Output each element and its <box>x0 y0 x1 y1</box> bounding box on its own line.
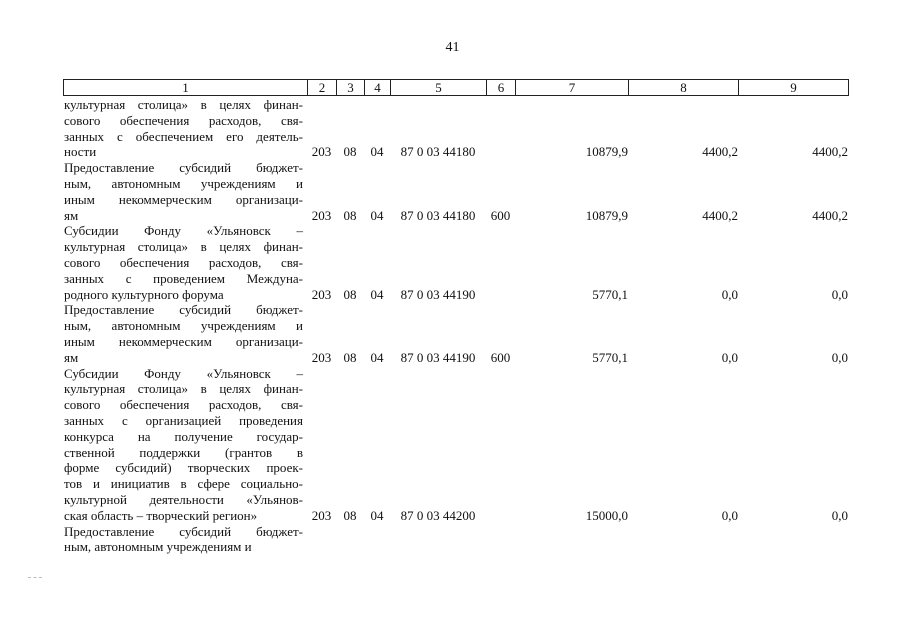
subsection-code <box>364 524 390 556</box>
table-row <box>63 97 848 160</box>
header-cell-5: 5 <box>391 80 487 96</box>
expense-type-code: 600 <box>490 349 511 365</box>
description-line: ным, автономным учреждениям и <box>64 539 252 555</box>
section-code <box>336 524 364 556</box>
admin-code: 203 <box>311 507 332 523</box>
description-line: иным некоммерческим организаци- <box>64 333 303 349</box>
subsection-code: 04 <box>370 507 384 523</box>
amount-col-7: 5770,1 <box>592 349 628 365</box>
table-row <box>63 160 848 223</box>
description-line: иным некоммерческим организаци- <box>64 191 303 207</box>
row-description <box>63 366 307 524</box>
subsection-code: 04 <box>370 286 384 302</box>
admin-code: 203 <box>311 144 332 160</box>
description-line: сового обеспечения расходов, свя- <box>64 397 303 413</box>
amount-col-7: 15000,0 <box>585 507 628 523</box>
subsection-code: 04 <box>370 144 384 160</box>
description-line: ям <box>64 207 79 223</box>
description-line: ственной поддержки (грантов в <box>64 444 303 460</box>
amount-col-7: 5770,1 <box>592 286 628 302</box>
target-article-code: 87 0 03 44190 <box>400 349 476 365</box>
description-line: конкурса на получение государ- <box>64 428 303 444</box>
description-line: Предоставление субсидий бюджет- <box>64 160 303 176</box>
description-line: сового обеспечения расходов, свя- <box>64 254 303 270</box>
description-line: культурная столица» в целях финан- <box>64 239 303 255</box>
page-number: 41 <box>445 40 460 55</box>
header-cell-8: 8 <box>629 80 739 96</box>
column-header-row <box>64 80 849 96</box>
subsection-code: 04 <box>370 349 384 365</box>
description-line: Субсидии Фонду «Ульяновск – <box>64 223 303 239</box>
amount-col-8: 0,0 <box>721 507 738 523</box>
description-line: занных с проведением Междуна- <box>64 270 303 286</box>
amount-col-7: 10879,9 <box>585 207 628 223</box>
table-row <box>63 302 848 365</box>
target-article-code <box>390 524 486 556</box>
row-description <box>63 524 307 556</box>
header-cell-3: 3 <box>337 80 365 96</box>
description-line: ская область – творческий регион» <box>64 507 258 523</box>
amount-col-7 <box>515 524 628 556</box>
description-line: занных с обеспечением его деятель- <box>64 128 303 144</box>
header-cell-4: 4 <box>365 80 391 96</box>
scan-mark <box>28 577 42 579</box>
description-line: ям <box>64 349 79 365</box>
amount-col-9: 0,0 <box>831 349 848 365</box>
header-cell-7: 7 <box>516 80 629 96</box>
section-code: 08 <box>343 286 357 302</box>
amount-col-9: 0,0 <box>831 507 848 523</box>
column-header-table <box>63 79 849 96</box>
amount-col-8: 4400,2 <box>702 207 738 223</box>
amount-col-7: 10879,9 <box>585 144 628 160</box>
amount-col-8: 4400,2 <box>702 144 738 160</box>
table-row <box>63 223 848 302</box>
row-description <box>63 223 307 302</box>
description-line: Предоставление субсидий бюджет- <box>64 523 303 539</box>
amount-col-8 <box>628 524 738 556</box>
description-line: ным, автономным учреждениям и <box>64 318 303 334</box>
row-description <box>63 97 307 160</box>
header-cell-9: 9 <box>739 80 849 96</box>
amount-col-8: 0,0 <box>721 286 738 302</box>
expense-type-code: 600 <box>490 207 511 223</box>
table-row <box>63 366 848 524</box>
section-code: 08 <box>343 507 357 523</box>
target-article-code: 87 0 03 44200 <box>400 507 476 523</box>
section-code: 08 <box>343 349 357 365</box>
description-line: сового обеспечения расходов, свя- <box>64 112 303 128</box>
row-description <box>63 302 307 365</box>
expense-type-code <box>486 223 515 302</box>
admin-code <box>307 524 336 556</box>
amount-col-8: 0,0 <box>721 349 738 365</box>
admin-code: 203 <box>311 286 332 302</box>
admin-code: 203 <box>311 207 332 223</box>
budget-table <box>63 97 848 555</box>
description-line: тов и инициатив в сфере социально- <box>64 476 303 492</box>
admin-code: 203 <box>311 349 332 365</box>
expense-type-code <box>486 366 515 524</box>
row-description <box>63 160 307 223</box>
description-line: культурная столица» в целях финан- <box>64 381 303 397</box>
description-line: родного культурного форума <box>64 286 224 302</box>
amount-col-9 <box>738 524 848 556</box>
description-line: форме субсидий) творческих проек- <box>64 460 303 476</box>
description-line: занных с организацией проведения <box>64 412 303 428</box>
target-article-code: 87 0 03 44180 <box>400 144 476 160</box>
amount-col-9: 4400,2 <box>812 144 848 160</box>
target-article-code: 87 0 03 44190 <box>400 286 476 302</box>
description-line: ным, автономным учреждениям и <box>64 175 303 191</box>
description-line: культурной деятельности «Ульянов- <box>64 491 303 507</box>
description-line: ности <box>64 144 97 160</box>
amount-col-9: 4400,2 <box>812 207 848 223</box>
expense-type-code <box>486 97 515 160</box>
subsection-code: 04 <box>370 207 384 223</box>
header-cell-1: 1 <box>64 80 308 96</box>
header-cell-6: 6 <box>487 80 516 96</box>
header-cell-2: 2 <box>308 80 337 96</box>
expense-type-code <box>486 524 515 556</box>
target-article-code: 87 0 03 44180 <box>400 207 476 223</box>
description-line: культурная столица» в целях финан- <box>64 97 303 112</box>
section-code: 08 <box>343 144 357 160</box>
section-code: 08 <box>343 207 357 223</box>
description-line: Предоставление субсидий бюджет- <box>64 302 303 318</box>
table-row <box>63 524 848 556</box>
amount-col-9: 0,0 <box>831 286 848 302</box>
description-line: Субсидии Фонду «Ульяновск – <box>64 365 303 381</box>
